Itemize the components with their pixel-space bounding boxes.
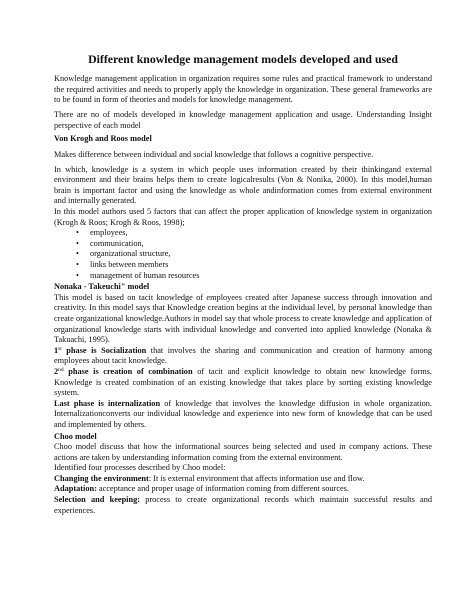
phase-2-paragraph [54, 367, 432, 399]
list-item: • organizational structure, [90, 249, 432, 260]
choo-item-3 [54, 495, 432, 516]
factors-list [54, 228, 432, 281]
intro-paragraph-1: Knowledge management application in organization requires some rules and practical framework to understand the required activities and needs to properly apply the knowledge in organization. These general frameworks are to be found in form of theories and models for knowledge management. [54, 74, 432, 105]
phase-1-sup: st [58, 345, 62, 352]
nonaka-heading: Nonaka - Takeuchi" model [54, 282, 150, 292]
phase-1-label: phase is Socialization [61, 345, 147, 355]
choo-item-1 [54, 474, 432, 485]
phase-3-label: Last phase is internalization [54, 398, 161, 408]
choo-item-2-label: Adaptation: [54, 484, 97, 494]
choo-item-2 [54, 484, 432, 495]
phase-2-num: 2 [54, 366, 59, 376]
von-krogh-heading: Von Krogh and Roos model [54, 134, 152, 144]
choo-item-3-label: Selection and keeping: [54, 495, 141, 505]
phase-2-label: phase is creation of combination [63, 366, 193, 376]
choo-heading: Choo model [54, 431, 97, 441]
phase-3-text: of knowledge that involves the knowledge diffusion in whole organization. Internalizationconverts our individual knowledge and experience into new form of knowledge that can be used and implemented by others. [54, 398, 432, 429]
choo-item-1-text: : It is external environment that affects information use and flow. [148, 473, 365, 483]
phase-2-sup: nd [58, 366, 64, 373]
choo-item-1-label: Changing the environment [54, 473, 149, 483]
phase-3-paragraph [54, 399, 432, 431]
choo-item-3-text: process to create organizational records which maintain successful results and experiences. [54, 495, 432, 515]
phase-1-text: that involves the sharing and communication and creation of harmony among employees about tacit knowledge. [54, 345, 432, 366]
choo-paragraph-1: Choo model discuss that how the informational sources being selected and used in company actions. These actions are taken by understanding information coming from the external environment. [54, 442, 432, 462]
choo-paragraph-2: Identified four processes described by Choo model: [54, 463, 226, 473]
list-item: • links between members [90, 260, 432, 271]
von-krogh-paragraph-2: In which, knowledge is a system in which people uses information created by their thinkingand external environment and their brains helps them to create logicalresults (Von & Nonika, 2000). In this model,human brain is important factor and using the knowledge as whole andinformation comes from external environment and internally generated. [54, 164, 432, 206]
page-title: Different knowledge management models developed and used [88, 52, 398, 66]
von-krogh-paragraph-3: In this model authors used 5 factors that can affect the proper application of knowledge system in organization (Krogh & Roos; Krogh & Roos, 1998); [54, 207, 432, 227]
choo-item-2-text: acceptance and proper usage of information coming from different sources. [96, 484, 349, 494]
phase-1-paragraph [54, 346, 432, 367]
list-item: • employees, [90, 228, 432, 239]
phase-1-num: 1 [54, 345, 59, 355]
phase-2-text: of tacit and explicit knowledge to obtain new knowledge forms. Knowledge is created combination of an existing knowledge that takes place by sorting existing knowledge system. [54, 366, 432, 398]
list-item: • management of human resources [90, 271, 432, 282]
von-krogh-paragraph-1: Makes difference between individual and social knowledge that follows a cognitive perspective. [54, 149, 374, 159]
intro-paragraph-2: There are no of models developed in knowledge management application and usage. Understanding Insight perspective of each model [54, 110, 432, 130]
nonaka-paragraph-1: This model is based on tacit knowledge of employees created after Japanese success through innovation and creativity. In this model says that Knowledge creation begins at the individual level, by personal knowledge than create organizational knowledge.Authors in model say that whole process to create knowledge and application of organizational knowledge starts with individual knowledge and converted into applied knowledge (Nonaka & Takuachi, 1995). [54, 292, 432, 345]
list-item: • communication, [90, 239, 432, 250]
